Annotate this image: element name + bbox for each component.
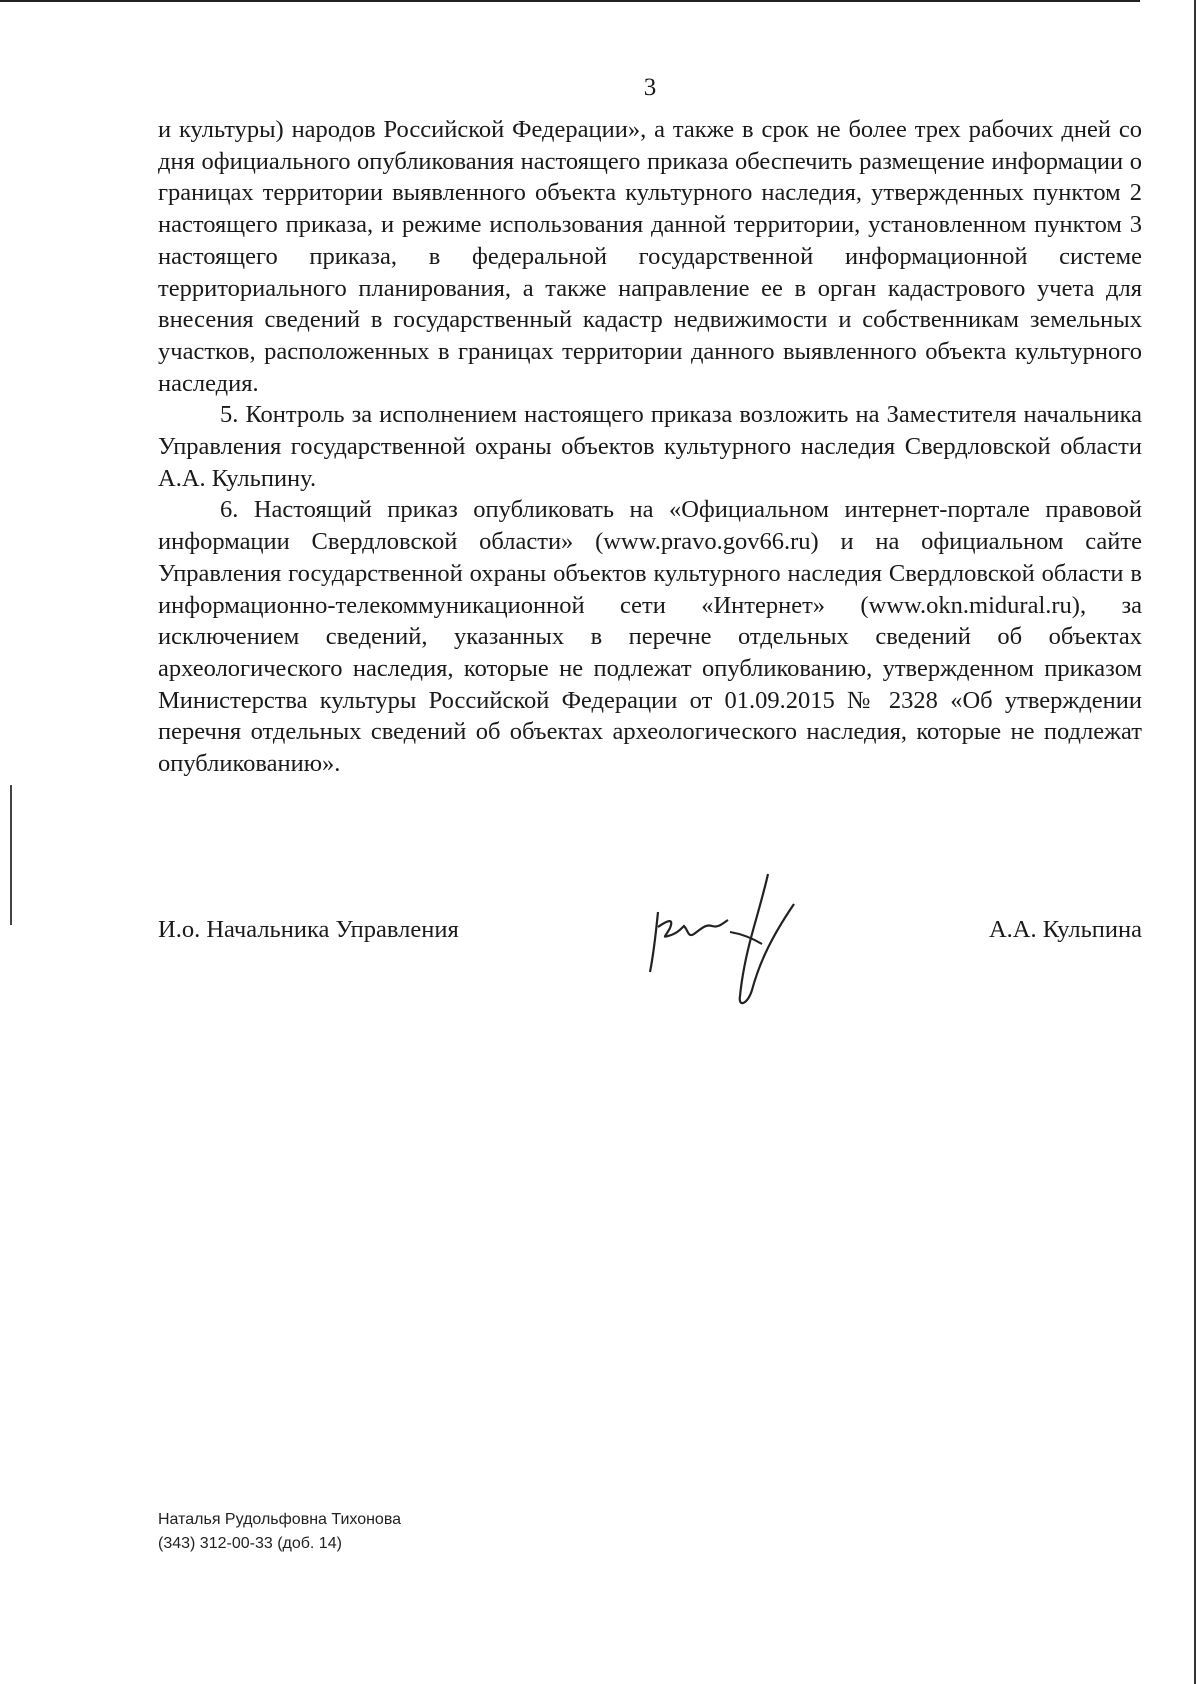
executor-info [158, 1508, 401, 1556]
scan-edge-top [0, 0, 1140, 2]
executor-phone: (343) 312-00-33 (доб. 14) [158, 1535, 342, 1552]
handwritten-signature [618, 872, 818, 1012]
document-body [158, 114, 1142, 780]
signatory-title: И.о. Начальника Управления [158, 916, 459, 943]
paragraph-item-6: 6. Настоящий приказ опубликовать на «Официальном интернет-портале правовой информации Свердловской области» (www.pravo.gov66.ru) и на официальном сайте Управления государственной охраны объектов культурного наследия Свердловской области в информационно-телекоммуникационной сети «Интернет» (www.okn.midural.ru), за исключением сведений, указанных в перечне отдельных сведений об объектах археологического наследия, которые не подлежат опубликованию, утвержденном приказом Министерства культуры Российской Федерации от 01.09.2015 № 2328 «Об утверждении перечня отдельных сведений об объектах археологического наследия, которые не подлежат опубликованию». [158, 496, 1142, 778]
paragraph-continuation: и культуры) народов Российской Федерации», а также в срок не более трех рабочих дней со дня официального опубликования настоящего приказа обеспечить размещение информации о границах территории выявленного объекта культурного наследия, утвержденных пунктом 2 настоящего приказа, и режиме использования данной территории, установленном пунктом 3 настоящего приказа, в федеральной государственной информационной системе территориального планирования, а также направление ее в орган кадастрового учета для внесения сведений в государственный кадастр недвижимости и собственникам земельных участков, расположенных в границах территории данного выявленного объекта культурного наследия. [158, 116, 1142, 397]
signatory-name: А.А. Кульпина [988, 916, 1142, 943]
scan-mark-left [10, 785, 12, 925]
scan-edge-right [1194, 0, 1196, 1684]
page-number: 3 [643, 74, 657, 101]
paragraph-item-5: 5. Контроль за исполнением настоящего приказа возложить на Заместителя начальника Управления государственной охраны объектов культурного наследия Свердловской области А.А. Кульпину. [158, 401, 1142, 492]
signature-block [158, 908, 1142, 1028]
executor-name: Наталья Рудольфовна Тихонова [158, 1511, 402, 1528]
